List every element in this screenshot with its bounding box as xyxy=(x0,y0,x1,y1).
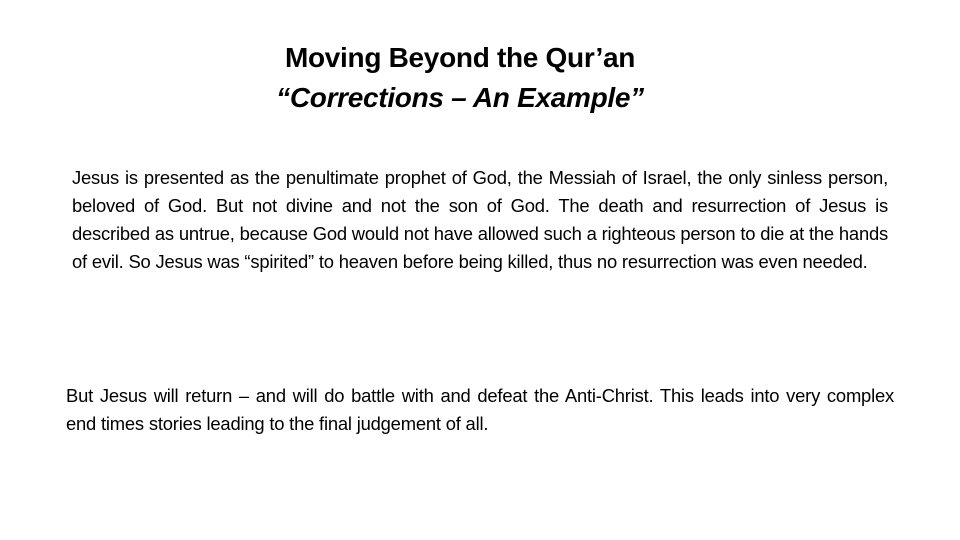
body-paragraph-2: But Jesus will return – and will do battle with and defeat the Anti-Christ. This leads into very complex end times stories leading to the final judgement of all. xyxy=(66,385,894,434)
title-main: Moving Beyond the Qur’an xyxy=(284,42,636,73)
body-paragraph-1: Jesus is presented as the penultimate prophet of God, the Messiah of Israel, the only sinless person, beloved of God. But not divine and not the son of God. The death and resurrection of Jesus is described as untrue, because God would not have allowed such a righteous person to die at the hands of evil. So Jesus was “spirited” to heaven before being killed, thus no resurrection was even needed. xyxy=(72,167,888,272)
slide-title xyxy=(180,38,740,118)
title-subtitle: “Corrections – An Example” xyxy=(276,82,644,113)
